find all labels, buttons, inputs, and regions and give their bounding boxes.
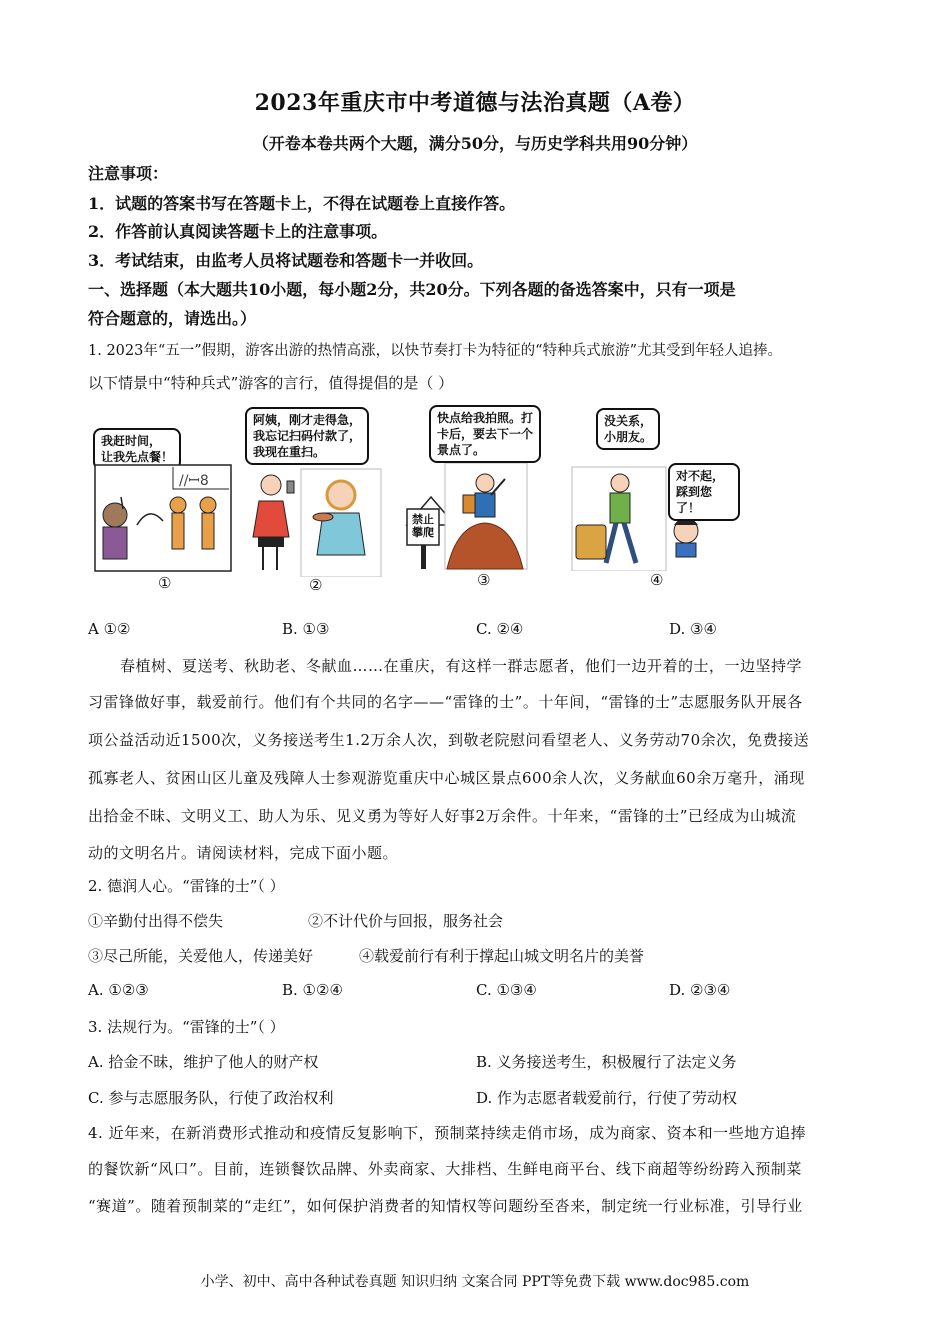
q4-stem-line: “赛道”。随着预制菜的“走红”，如何保护消费者的知情权等问题纷至沓来，制定统一行业标准，引导行业 xyxy=(88,1197,803,1215)
section-heading: 一、选择题（本大题共10小题，每小题2分，共20分。下列各题的备选答案中，只有一项是 xyxy=(88,280,736,299)
q1-stem-cont: 以下情景中“特种兵式”游客的言行，值得提倡的是（ ） xyxy=(88,374,454,392)
cartoon-ordering-scene xyxy=(93,425,233,575)
speech-bubble: 阿姨，刚才走得急， 我忘记扫码付款了， 我现在重扫。 xyxy=(245,407,369,465)
q1-option-d: D. ③④ xyxy=(669,620,717,638)
q1-option-a: A ①② xyxy=(88,620,131,638)
note-item: 1．试题的答案书写在答题卡上，不得在试题卷上直接作答。 xyxy=(88,194,516,213)
q1-stem: 1. 2023年“五一”假期，游客出游的热情高涨，以快节奏打卡为特征的“特种兵式旅游”尤其受到年轻人追捧。 xyxy=(88,343,782,359)
q3-option-a: A. 拾金不昧，维护了他人的财产权 xyxy=(88,1053,319,1071)
material-line: 动的文明名片。请阅读材料，完成下面小题。 xyxy=(88,844,399,862)
note-item: 3．考试结束，由监考人员将试题卷和答题卡一并收回。 xyxy=(88,251,484,270)
q2-option-b: B. ①②④ xyxy=(282,981,343,999)
q1-option-c: C. ②④ xyxy=(476,620,524,638)
section-heading-cont: 符合题意的，请选出。） xyxy=(88,309,257,328)
notes-heading: 注意事项： xyxy=(88,164,169,183)
panel-number: ① xyxy=(158,574,172,592)
page-footer: 小学、初中、高中各种试卷真题 知识归纳 文案合同 PPT等免费下载 www.doc985.com xyxy=(200,1274,750,1290)
q2-statement-2: ②不计代价与回报，服务社会 xyxy=(308,912,504,930)
panel-number: ② xyxy=(309,576,323,594)
panel-number: ③ xyxy=(477,571,491,589)
q4-stem-line: 4. 近年来，在新消费形式推动和疫情反复影响下，预制菜持续走俏市场，成为商家、资本和一些地方追捧 xyxy=(88,1124,807,1142)
q2-option-c: C. ①③④ xyxy=(476,981,537,999)
no-climbing-sign: 禁止 攀爬 xyxy=(412,513,434,539)
q3-option-c: C. 参与志愿服务队，行使了政治权利 xyxy=(88,1089,334,1107)
material-line: 出拾金不昧、文明义工、助人为乐、见义勇为等好人好事2万余件。十年来，“雷锋的士”已经成为山城流 xyxy=(88,807,797,825)
speech-bubble: 没关系， 小朋友。 xyxy=(596,408,660,450)
speech-bubble: 快点给我拍照。打 卡后，要去下一个 景点了。 xyxy=(429,405,541,463)
q2-option-a: A. ①②③ xyxy=(88,981,149,999)
q1-option-b: B. ①③ xyxy=(282,620,330,638)
note-item: 2．作答前认真阅读答题卡上的注意事项。 xyxy=(88,222,388,241)
q1-illustration-3 xyxy=(405,405,560,571)
q4-stem-line: 的餐饮新“风口”。目前，连锁餐饮品牌、外卖商家、大排档、生鲜电商平台、线下商超等纷纷跨入预制菜 xyxy=(88,1160,802,1178)
q3-option-b: B. 义务接送考生，积极履行了法定义务 xyxy=(476,1053,737,1071)
q3-stem: 3. 法规行为。“雷锋的士”（ ） xyxy=(88,1018,285,1036)
q3-option-d: D. 作为志愿者载爱前行，行使了劳动权 xyxy=(476,1089,738,1107)
q2-option-d: D. ②③④ xyxy=(669,981,731,999)
q2-statement-1: ①辛勤付出得不偿失 xyxy=(88,912,224,930)
speech-bubble: 对不起， 踩到您了！ xyxy=(668,463,740,521)
q1-illustration-4 xyxy=(570,405,740,571)
material-line: 春植树、夏送考、秋助老、冬献血……在重庆，有这样一群志愿者，他们一边开着的士，一边坚持学 xyxy=(120,657,803,675)
panel-number: ④ xyxy=(650,571,664,589)
svg-text://ꟷ8: //ꟷ8 xyxy=(179,473,209,489)
q2-statement-3: ③尽己所能，关爱他人，传递美好 xyxy=(88,947,314,965)
q1-illustration-2 xyxy=(243,405,383,577)
page-title: 2023年重庆市中考道德与法治真题（A卷） xyxy=(254,90,696,116)
speech-bubble: 我赶时间， 让我先点餐！ xyxy=(93,428,181,470)
material-line: 孤寡老人、贫困山区儿童及残障人士参观游览重庆中心城区景点600余人次，义务献血60余万毫升，涌现 xyxy=(88,769,805,787)
q2-stem: 2. 德润人心。“雷锋的士”（ ） xyxy=(88,877,285,895)
q1-illustration-1 xyxy=(93,425,233,575)
q2-statement-4: ④载爱前行有利于撑起山城文明名片的美誉 xyxy=(359,947,645,965)
material-line: 习雷锋做好事，载爱前行。他们有个共同的名字——“雷锋的士”。十年间，“雷锋的士”志愿服务队开展各 xyxy=(88,693,803,711)
material-line: 项公益活动近1500次，义务接送考生1.2万余人次，到敬老院慰问看望老人、义务劳动70余次，免费接送 xyxy=(88,731,810,749)
page-subtitle: （开卷本卷共两个大题，满分50分，与历史学科共用90分钟） xyxy=(252,134,698,153)
